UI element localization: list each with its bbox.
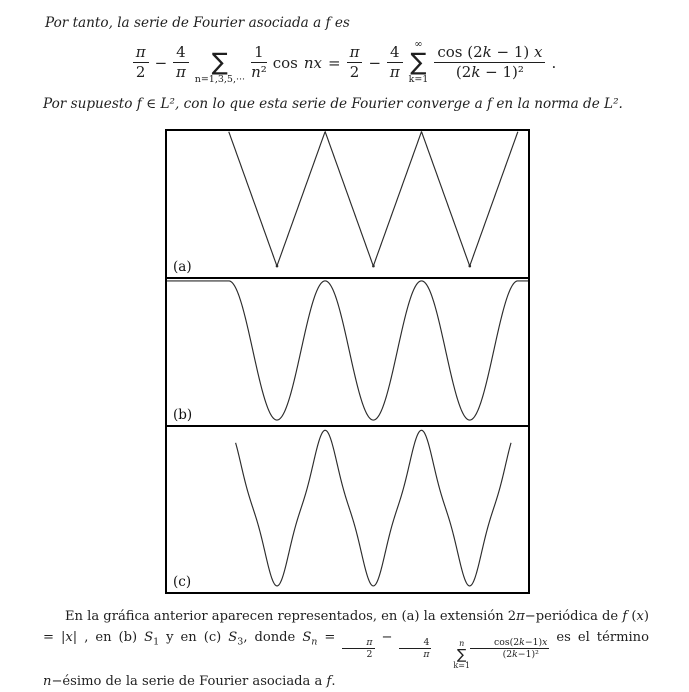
panel-label-a: (a) [173, 259, 192, 275]
plot-panel-a [167, 131, 528, 277]
vertex-dots [276, 265, 471, 268]
plot-panel-b [167, 277, 528, 425]
s3-partial-sum-curve [167, 427, 528, 592]
panel-label-b: (b) [173, 407, 193, 423]
panel-label-c: (c) [173, 574, 192, 590]
paragraph-intro: Por tanto, la serie de Fourier asociada a f es [45, 15, 350, 31]
paragraph-l2-note: Por supuesto f ∈ L², con lo que esta serie de Fourier converge a f en la norma de L². [43, 96, 623, 112]
caption-paragraph: En la gráfica anterior aparecen representados, en (a) la extensión 2π−periódica de f (x) = |x| , en (b) $S_1$ y en (c) $S_3$, donde $S_n$ = $\frac{\pi}{2}$ − $\frac{4}{\pi}$ n ∑ k=1 $\frac{\cos(2k-1)x}{\text{(2k−1)²}}$ es el término n−ésimo de la serie de Fourier asociada a f. [43, 609, 649, 689]
plot-panel-c [167, 425, 528, 592]
fourier-series-equation: $\frac{\pi}{2}$ − $\frac{4}{\pi}$ ∑ n=1,3,5,··· $\frac{1}{\text{n²}}$ cos nx = $\frac{\pi}{2}$ − $\frac{4}{\pi}$ ∞ ∑ k=1 $\frac{\cos (2k - 1) x}{\text{(2k − 1)²}}$ . [0, 38, 689, 87]
figure-fourier-plots [165, 129, 530, 594]
triangle-wave-curve [167, 131, 528, 277]
s1-partial-sum-curve [167, 279, 528, 425]
